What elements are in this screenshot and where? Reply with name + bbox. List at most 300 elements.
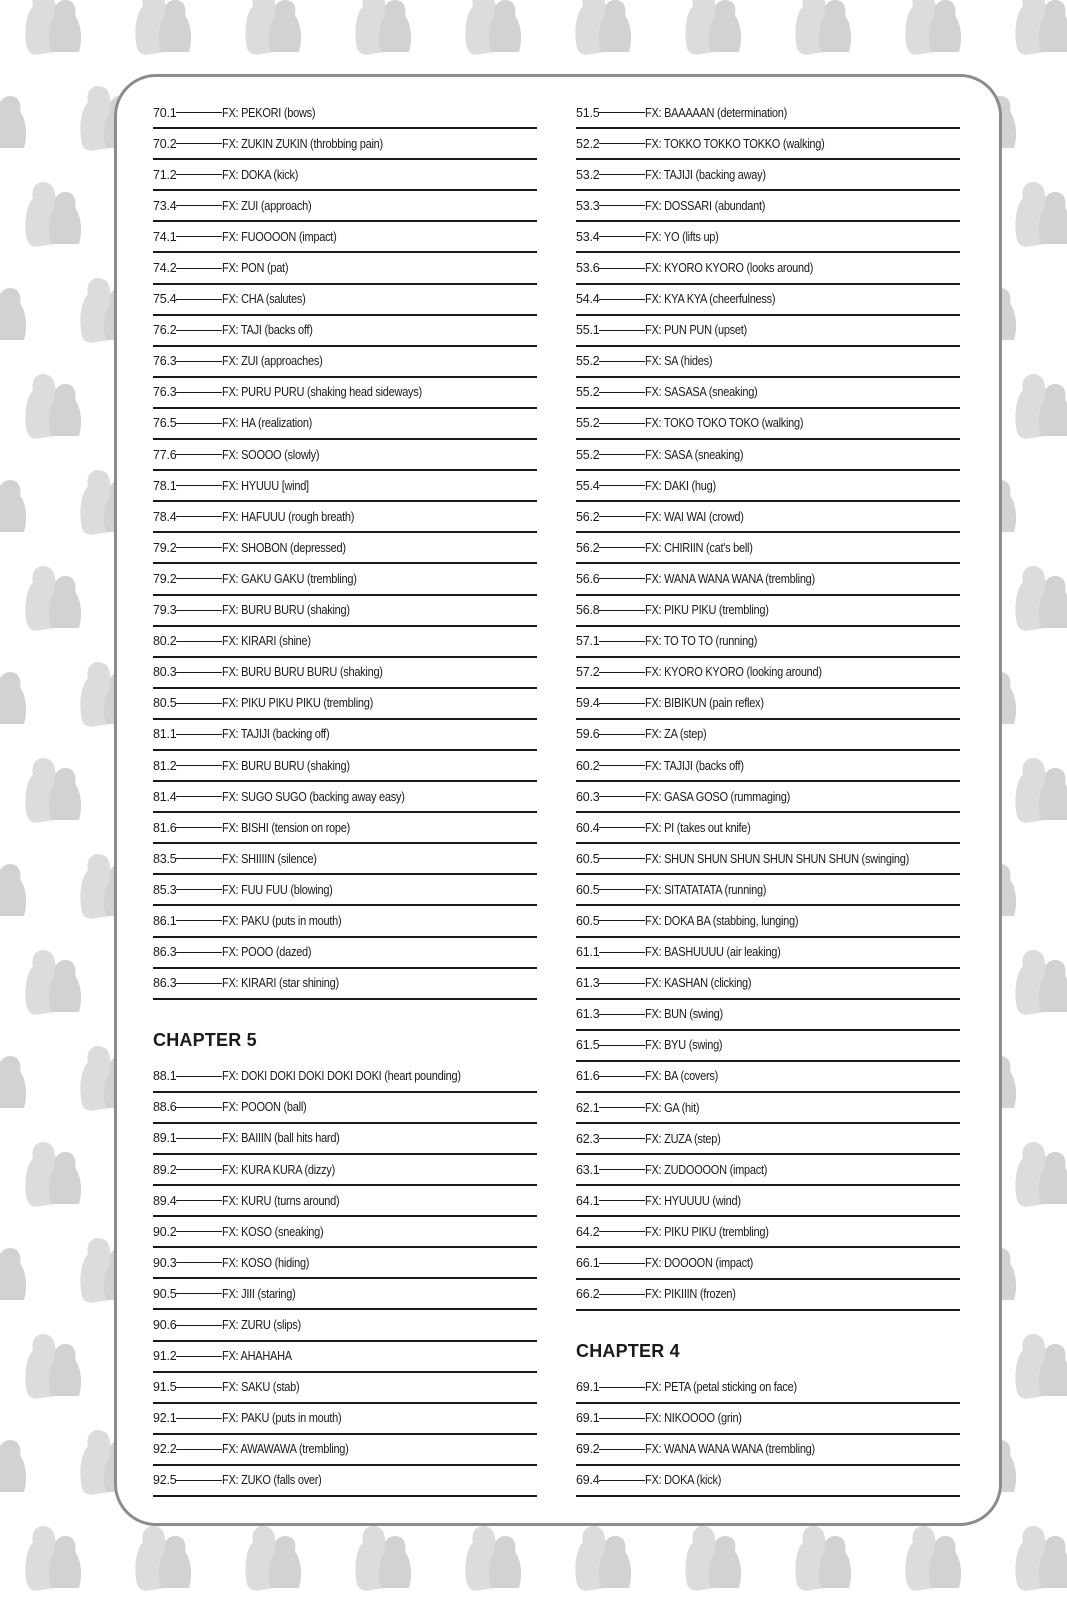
entry-page-panel: 91.2 bbox=[153, 1349, 177, 1364]
entry-page-panel: 69.2 bbox=[576, 1442, 600, 1457]
penguin-icon bbox=[0, 1430, 26, 1495]
entry-leader-line bbox=[176, 920, 222, 921]
entry-fx-text: FX: SA (hides) bbox=[645, 354, 713, 369]
penguin-icon bbox=[575, 1526, 631, 1591]
entry-page-panel: 55.2 bbox=[576, 447, 600, 462]
entry-fx-text: FX: KOSO (hiding) bbox=[222, 1255, 310, 1270]
entry-page-panel: 76.5 bbox=[153, 416, 177, 431]
entry-fx-text: FX: ZUKO (falls over) bbox=[222, 1473, 322, 1488]
entry-fx-text: FX: ZUKIN ZUKIN (throbbing pain) bbox=[222, 136, 383, 151]
entry-fx-text: FX: DOSSARI (abundant) bbox=[645, 198, 766, 213]
entry-leader-line bbox=[599, 112, 645, 113]
entry-page-panel: 57.2 bbox=[576, 665, 600, 680]
entry-page-panel: 80.2 bbox=[153, 634, 177, 649]
entry-fx-text: FX: SITATATATA (running) bbox=[645, 882, 767, 897]
entry-fx-text: FX: TO TO TO (running) bbox=[645, 634, 758, 649]
entry-leader-line bbox=[176, 143, 222, 144]
entry-leader-line bbox=[176, 205, 222, 206]
left-entries-b bbox=[153, 1062, 537, 1497]
fx-entry-row bbox=[153, 1342, 537, 1373]
entry-page-panel: 60.5 bbox=[576, 913, 600, 928]
entry-fx-text: FX: HYUUU [wind] bbox=[222, 478, 309, 493]
entry-page-panel: 69.1 bbox=[576, 1411, 600, 1426]
fx-entry-row bbox=[576, 253, 960, 284]
entry-fx-text: FX: AWAWAWA (trembling) bbox=[222, 1442, 349, 1457]
entry-fx-text: FX: BAIIIN (ball hits hard) bbox=[222, 1131, 340, 1146]
fx-entry-row bbox=[153, 316, 537, 347]
entry-fx-text: FX: PAKU (puts in mouth) bbox=[222, 1411, 342, 1426]
entry-page-panel: 91.5 bbox=[153, 1380, 177, 1395]
fx-entry-row bbox=[153, 347, 537, 378]
entry-fx-text: FX: SHUN SHUN SHUN SHUN SHUN SHUN (swinging) bbox=[645, 851, 910, 866]
entry-page-panel: 81.4 bbox=[153, 789, 177, 804]
penguin-icon bbox=[135, 0, 191, 55]
penguin-icon bbox=[1015, 0, 1067, 55]
fx-entry-row bbox=[576, 222, 960, 253]
fx-entry-row bbox=[576, 689, 960, 720]
entry-leader-line bbox=[176, 236, 222, 237]
entry-fx-text: FX: DOKA (kick) bbox=[222, 167, 299, 182]
entry-leader-line bbox=[176, 765, 222, 766]
entry-page-panel: 64.1 bbox=[576, 1193, 600, 1208]
fx-entry-row bbox=[576, 782, 960, 813]
entry-fx-text: FX: PI (takes out knife) bbox=[645, 820, 751, 835]
entry-leader-line bbox=[176, 361, 222, 362]
fx-entry-row bbox=[576, 658, 960, 689]
penguin-icon bbox=[25, 182, 81, 247]
entry-fx-text: FX: PIKU PIKU (trembling) bbox=[645, 1224, 769, 1239]
entry-page-panel: 88.6 bbox=[153, 1100, 177, 1115]
entry-leader-line bbox=[176, 485, 222, 486]
entry-fx-text: FX: ZUZA (step) bbox=[645, 1131, 721, 1146]
entry-fx-text: FX: TAJIJI (backing off) bbox=[222, 727, 330, 742]
penguin-icon bbox=[25, 0, 81, 55]
entry-fx-text: FX: DAKI (hug) bbox=[645, 478, 716, 493]
entry-fx-text: FX: KYA KYA (cheerfulness) bbox=[645, 292, 776, 307]
entry-fx-text: FX: BIBIKUN (pain reflex) bbox=[645, 696, 764, 711]
entry-leader-line bbox=[599, 330, 645, 331]
entry-leader-line bbox=[599, 1200, 645, 1201]
entry-leader-line bbox=[176, 796, 222, 797]
fx-entry-row bbox=[576, 502, 960, 533]
fx-entry-row bbox=[576, 1466, 960, 1497]
entry-leader-line bbox=[599, 734, 645, 735]
penguin-icon bbox=[465, 0, 521, 55]
fx-entry-row bbox=[576, 191, 960, 222]
entry-leader-line bbox=[599, 578, 645, 579]
penguin-icon bbox=[25, 374, 81, 439]
entry-leader-line bbox=[599, 268, 645, 269]
right-entries-a bbox=[576, 98, 960, 1311]
entry-page-panel: 52.2 bbox=[576, 136, 600, 151]
fx-entry-row bbox=[153, 1217, 537, 1248]
entry-page-panel: 75.4 bbox=[153, 292, 177, 307]
entry-fx-text: FX: DOKA BA (stabbing, lunging) bbox=[645, 913, 799, 928]
fx-entry-row bbox=[153, 689, 537, 720]
penguin-icon bbox=[1015, 758, 1067, 823]
fx-entry-row bbox=[576, 1093, 960, 1124]
entry-fx-text: FX: KIRARI (star shining) bbox=[222, 976, 339, 991]
fx-entry-row bbox=[153, 564, 537, 595]
entry-fx-text: FX: POOON (ball) bbox=[222, 1100, 307, 1115]
fx-entry-row bbox=[576, 316, 960, 347]
entry-page-panel: 90.6 bbox=[153, 1318, 177, 1333]
entry-fx-text: FX: AHAHAHA bbox=[222, 1349, 292, 1364]
entry-leader-line bbox=[176, 1387, 222, 1388]
entry-fx-text: FX: BUN (swing) bbox=[645, 1007, 723, 1022]
fx-entry-row bbox=[576, 844, 960, 875]
fx-entry-row bbox=[576, 720, 960, 751]
entry-leader-line bbox=[599, 1449, 645, 1450]
entry-leader-line bbox=[599, 485, 645, 486]
penguin-icon bbox=[1015, 566, 1067, 631]
entry-page-panel: 71.2 bbox=[153, 167, 177, 182]
entry-fx-text: FX: FUU FUU (blowing) bbox=[222, 882, 333, 897]
entry-page-panel: 60.3 bbox=[576, 789, 600, 804]
entry-leader-line bbox=[599, 1387, 645, 1388]
entry-leader-line bbox=[176, 547, 222, 548]
entry-page-panel: 76.2 bbox=[153, 323, 177, 338]
entry-fx-text: FX: TAJIJI (backing away) bbox=[645, 167, 766, 182]
entry-fx-text: FX: FUOOOON (impact) bbox=[222, 229, 337, 244]
fx-entry-row bbox=[153, 1155, 537, 1186]
entry-leader-line bbox=[176, 1325, 222, 1326]
entry-leader-line bbox=[599, 392, 645, 393]
entry-leader-line bbox=[176, 641, 222, 642]
entry-leader-line bbox=[599, 703, 645, 704]
entry-fx-text: FX: PIKU PIKU PIKU (trembling) bbox=[222, 696, 374, 711]
entry-leader-line bbox=[176, 734, 222, 735]
entry-page-panel: 88.1 bbox=[153, 1069, 177, 1084]
penguin-icon bbox=[25, 1334, 81, 1399]
entry-leader-line bbox=[176, 1138, 222, 1139]
fx-entry-row bbox=[153, 471, 537, 502]
penguin-icon bbox=[465, 1526, 521, 1591]
penguin-icon bbox=[905, 1526, 961, 1591]
chapter-heading: CHAPTER 4 bbox=[576, 1340, 680, 1361]
fx-entry-row bbox=[576, 906, 960, 937]
entry-leader-line bbox=[176, 299, 222, 300]
fx-entry-row bbox=[153, 813, 537, 844]
fx-entry-row bbox=[576, 1435, 960, 1466]
fx-entry-row bbox=[576, 285, 960, 316]
fx-entry-row bbox=[153, 1435, 537, 1466]
entry-page-panel: 55.1 bbox=[576, 323, 600, 338]
left-entries-a bbox=[153, 98, 537, 1000]
fx-entry-row bbox=[153, 875, 537, 906]
fx-entry-row bbox=[153, 222, 537, 253]
fx-entry-row bbox=[153, 285, 537, 316]
entry-page-panel: 57.1 bbox=[576, 634, 600, 649]
fx-entry-row bbox=[576, 533, 960, 564]
entry-fx-text: FX: BURU BURU (shaking) bbox=[222, 603, 350, 618]
entry-leader-line bbox=[176, 1231, 222, 1232]
entry-fx-text: FX: KYORO KYORO (looking around) bbox=[645, 665, 822, 680]
left-column bbox=[153, 98, 537, 1497]
entry-fx-text: FX: PIKIIIN (frozen) bbox=[645, 1287, 736, 1302]
entry-leader-line bbox=[176, 1449, 222, 1450]
entry-page-panel: 62.3 bbox=[576, 1131, 600, 1146]
entry-page-panel: 61.5 bbox=[576, 1038, 600, 1053]
entry-leader-line bbox=[176, 610, 222, 611]
entry-leader-line bbox=[176, 268, 222, 269]
fx-entry-row bbox=[153, 906, 537, 937]
entry-page-panel: 74.2 bbox=[153, 261, 177, 276]
penguin-icon bbox=[0, 1238, 26, 1303]
entry-fx-text: FX: KURU (turns around) bbox=[222, 1193, 340, 1208]
entry-page-panel: 55.4 bbox=[576, 478, 600, 493]
penguin-icon bbox=[1015, 1334, 1067, 1399]
entry-leader-line bbox=[176, 672, 222, 673]
fx-entry-row bbox=[576, 969, 960, 1000]
entry-leader-line bbox=[599, 1231, 645, 1232]
fx-entry-row bbox=[153, 378, 537, 409]
entry-fx-text: FX: SHIIIIN (silence) bbox=[222, 851, 317, 866]
fx-entry-row bbox=[153, 98, 537, 129]
entry-leader-line bbox=[599, 610, 645, 611]
entry-leader-line bbox=[599, 858, 645, 859]
entry-page-panel: 54.4 bbox=[576, 292, 600, 307]
penguin-icon bbox=[685, 0, 741, 55]
penguin-icon bbox=[1015, 1142, 1067, 1207]
fx-entry-row bbox=[576, 1031, 960, 1062]
entry-page-panel: 55.2 bbox=[576, 354, 600, 369]
entry-fx-text: FX: WANA WANA WANA (trembling) bbox=[645, 1442, 815, 1457]
entry-page-panel: 85.3 bbox=[153, 882, 177, 897]
entry-fx-text: FX: TAJIJI (backs off) bbox=[645, 758, 744, 773]
penguin-icon bbox=[25, 758, 81, 823]
entry-page-panel: 89.2 bbox=[153, 1162, 177, 1177]
fx-entry-row bbox=[576, 440, 960, 471]
penguin-icon bbox=[0, 662, 26, 727]
entry-leader-line bbox=[599, 299, 645, 300]
entry-leader-line bbox=[176, 454, 222, 455]
entry-leader-line bbox=[176, 1262, 222, 1263]
entry-leader-line bbox=[176, 1200, 222, 1201]
entry-page-panel: 69.4 bbox=[576, 1473, 600, 1488]
fx-entry-row bbox=[153, 191, 537, 222]
entry-fx-text: FX: SASA (sneaking) bbox=[645, 447, 744, 462]
penguin-icon bbox=[685, 1526, 741, 1591]
entry-fx-text: FX: TOKKO TOKKO TOKKO (walking) bbox=[645, 136, 825, 151]
entry-leader-line bbox=[599, 1014, 645, 1015]
fx-entry-row bbox=[576, 938, 960, 969]
entry-fx-text: FX: GA (hit) bbox=[645, 1100, 700, 1115]
fx-entry-row bbox=[153, 129, 537, 160]
fx-entry-row bbox=[576, 160, 960, 191]
entry-page-panel: 73.4 bbox=[153, 198, 177, 213]
fx-entry-row bbox=[576, 596, 960, 627]
entry-page-panel: 59.4 bbox=[576, 696, 600, 711]
entry-leader-line bbox=[176, 1480, 222, 1481]
entry-leader-line bbox=[599, 1294, 645, 1295]
penguin-icon bbox=[355, 1526, 411, 1591]
entry-page-panel: 92.2 bbox=[153, 1442, 177, 1457]
entry-page-panel: 60.5 bbox=[576, 882, 600, 897]
entry-fx-text: FX: PAKU (puts in mouth) bbox=[222, 913, 342, 928]
entry-fx-text: FX: CHIRIIN (cat's bell) bbox=[645, 540, 753, 555]
fx-entry-row bbox=[153, 533, 537, 564]
entry-leader-line bbox=[599, 1076, 645, 1077]
chapter-heading: CHAPTER 5 bbox=[153, 1029, 257, 1050]
penguin-icon bbox=[25, 950, 81, 1015]
entry-page-panel: 63.1 bbox=[576, 1162, 600, 1177]
penguin-icon bbox=[1015, 374, 1067, 439]
fx-entry-row bbox=[153, 658, 537, 689]
fx-entry-row bbox=[153, 1062, 537, 1093]
penguin-icon bbox=[575, 0, 631, 55]
entry-page-panel: 62.1 bbox=[576, 1100, 600, 1115]
entry-leader-line bbox=[599, 1107, 645, 1108]
entry-fx-text: FX: TOKO TOKO TOKO (walking) bbox=[645, 416, 804, 431]
fx-entry-row bbox=[576, 875, 960, 906]
penguin-icon bbox=[245, 1526, 301, 1591]
entry-page-panel: 64.2 bbox=[576, 1224, 600, 1239]
fx-entry-row bbox=[153, 409, 537, 440]
entry-fx-text: FX: PEKORI (bows) bbox=[222, 105, 316, 120]
entry-fx-text: FX: BAAAAAN (determination) bbox=[645, 105, 788, 120]
entry-leader-line bbox=[599, 672, 645, 673]
entry-page-panel: 92.1 bbox=[153, 1411, 177, 1426]
fx-entry-row bbox=[153, 502, 537, 533]
entry-fx-text: FX: KOSO (sneaking) bbox=[222, 1224, 324, 1239]
entry-fx-text: FX: DOOOON (impact) bbox=[645, 1256, 754, 1271]
entry-fx-text: FX: ZUDOOOON (impact) bbox=[645, 1162, 768, 1177]
entry-leader-line bbox=[176, 1418, 222, 1419]
entry-leader-line bbox=[599, 641, 645, 642]
entry-fx-text: FX: SHOBON (depressed) bbox=[222, 540, 346, 555]
entry-page-panel: 83.5 bbox=[153, 851, 177, 866]
entry-fx-text: FX: GAKU GAKU (trembling) bbox=[222, 571, 357, 586]
entry-page-panel: 66.1 bbox=[576, 1256, 600, 1271]
fx-entry-row bbox=[153, 1124, 537, 1155]
entry-page-panel: 53.3 bbox=[576, 198, 600, 213]
entry-fx-text: FX: HA (realization) bbox=[222, 416, 313, 431]
entry-leader-line bbox=[599, 796, 645, 797]
entry-leader-line bbox=[599, 454, 645, 455]
entry-fx-text: FX: ZURU (slips) bbox=[222, 1318, 301, 1333]
entry-leader-line bbox=[599, 236, 645, 237]
entry-page-panel: 53.4 bbox=[576, 229, 600, 244]
entry-page-panel: 74.1 bbox=[153, 229, 177, 244]
penguin-icon bbox=[1015, 950, 1067, 1015]
penguin-icon bbox=[25, 1526, 81, 1591]
entry-fx-text: FX: HYUUUU (wind) bbox=[645, 1193, 741, 1208]
entry-page-panel: 86.3 bbox=[153, 976, 177, 991]
entry-fx-text: FX: POOO (dazed) bbox=[222, 945, 312, 960]
entry-leader-line bbox=[176, 423, 222, 424]
entry-page-panel: 60.4 bbox=[576, 820, 600, 835]
entry-leader-line bbox=[599, 765, 645, 766]
entry-page-panel: 53.6 bbox=[576, 261, 600, 276]
fx-entry-row bbox=[153, 938, 537, 969]
entry-page-panel: 66.2 bbox=[576, 1287, 600, 1302]
entry-leader-line bbox=[599, 1418, 645, 1419]
fx-entry-row bbox=[153, 1093, 537, 1124]
entry-page-panel: 79.2 bbox=[153, 571, 177, 586]
fx-entry-row bbox=[576, 1373, 960, 1404]
fx-entry-row bbox=[576, 1000, 960, 1031]
entry-leader-line bbox=[599, 1263, 645, 1264]
entry-page-panel: 86.1 bbox=[153, 913, 177, 928]
entry-leader-line bbox=[176, 952, 222, 953]
entry-leader-line bbox=[599, 143, 645, 144]
fx-entry-row bbox=[153, 1404, 537, 1435]
entry-leader-line bbox=[599, 827, 645, 828]
penguin-icon bbox=[355, 0, 411, 55]
entry-page-panel: 86.3 bbox=[153, 945, 177, 960]
entry-leader-line bbox=[176, 1169, 222, 1170]
entry-fx-text: FX: SUGO SUGO (backing away easy) bbox=[222, 789, 405, 804]
entry-fx-text: FX: KYORO KYORO (looks around) bbox=[645, 261, 814, 276]
entry-page-panel: 51.5 bbox=[576, 105, 600, 120]
entry-fx-text: FX: SOOOO (slowly) bbox=[222, 447, 320, 462]
entry-fx-text: FX: BA (covers) bbox=[645, 1069, 719, 1084]
fx-entry-row bbox=[153, 1248, 537, 1279]
fx-entry-row bbox=[153, 782, 537, 813]
penguin-icon bbox=[0, 86, 26, 151]
entry-fx-text: FX: SAKU (stab) bbox=[222, 1380, 300, 1395]
penguin-icon bbox=[1015, 1526, 1067, 1591]
entry-fx-text: FX: BURU BURU (shaking) bbox=[222, 758, 350, 773]
fx-entry-row bbox=[576, 1186, 960, 1217]
fx-entry-row bbox=[153, 1466, 537, 1497]
entry-fx-text: FX: PUN PUN (upset) bbox=[645, 323, 747, 338]
fx-entry-row bbox=[576, 627, 960, 658]
entry-fx-text: FX: CHA (salutes) bbox=[222, 292, 306, 307]
entry-leader-line bbox=[176, 1293, 222, 1294]
penguin-icon bbox=[135, 1526, 191, 1591]
entry-page-panel: 78.4 bbox=[153, 509, 177, 524]
entry-page-panel: 56.8 bbox=[576, 603, 600, 618]
entry-page-panel: 55.2 bbox=[576, 385, 600, 400]
entry-leader-line bbox=[599, 983, 645, 984]
fx-entry-row bbox=[576, 1124, 960, 1155]
entry-leader-line bbox=[599, 423, 645, 424]
entry-leader-line bbox=[176, 1076, 222, 1077]
fx-entry-row bbox=[153, 1279, 537, 1310]
penguin-icon bbox=[0, 1046, 26, 1111]
right-column bbox=[576, 98, 960, 1497]
entry-fx-text: FX: PURU PURU (shaking head sideways) bbox=[222, 385, 422, 400]
entry-page-panel: 76.3 bbox=[153, 354, 177, 369]
entry-page-panel: 77.6 bbox=[153, 447, 177, 462]
fx-entry-row bbox=[153, 596, 537, 627]
entry-page-panel: 56.2 bbox=[576, 540, 600, 555]
entry-page-panel: 53.2 bbox=[576, 167, 600, 182]
fx-entry-row bbox=[576, 129, 960, 160]
entry-fx-text: FX: BISHI (tension on rope) bbox=[222, 820, 350, 835]
fx-entry-row bbox=[576, 1062, 960, 1093]
fx-entry-row bbox=[576, 378, 960, 409]
entry-leader-line bbox=[176, 983, 222, 984]
entry-fx-text: FX: KASHAN (clicking) bbox=[645, 976, 752, 991]
fx-entry-row bbox=[576, 347, 960, 378]
entry-page-panel: 81.6 bbox=[153, 820, 177, 835]
entry-fx-text: FX: BASHUUUU (air leaking) bbox=[645, 945, 781, 960]
fx-entry-row bbox=[153, 160, 537, 191]
entry-page-panel: 61.1 bbox=[576, 945, 600, 960]
entry-page-panel: 70.2 bbox=[153, 136, 177, 151]
fx-entry-row bbox=[153, 440, 537, 471]
entry-leader-line bbox=[176, 174, 222, 175]
fx-entry-row bbox=[153, 969, 537, 1000]
entry-page-panel: 89.4 bbox=[153, 1193, 177, 1208]
entry-page-panel: 80.3 bbox=[153, 665, 177, 680]
entry-leader-line bbox=[176, 827, 222, 828]
penguin-icon bbox=[0, 470, 26, 535]
entry-leader-line bbox=[176, 703, 222, 704]
